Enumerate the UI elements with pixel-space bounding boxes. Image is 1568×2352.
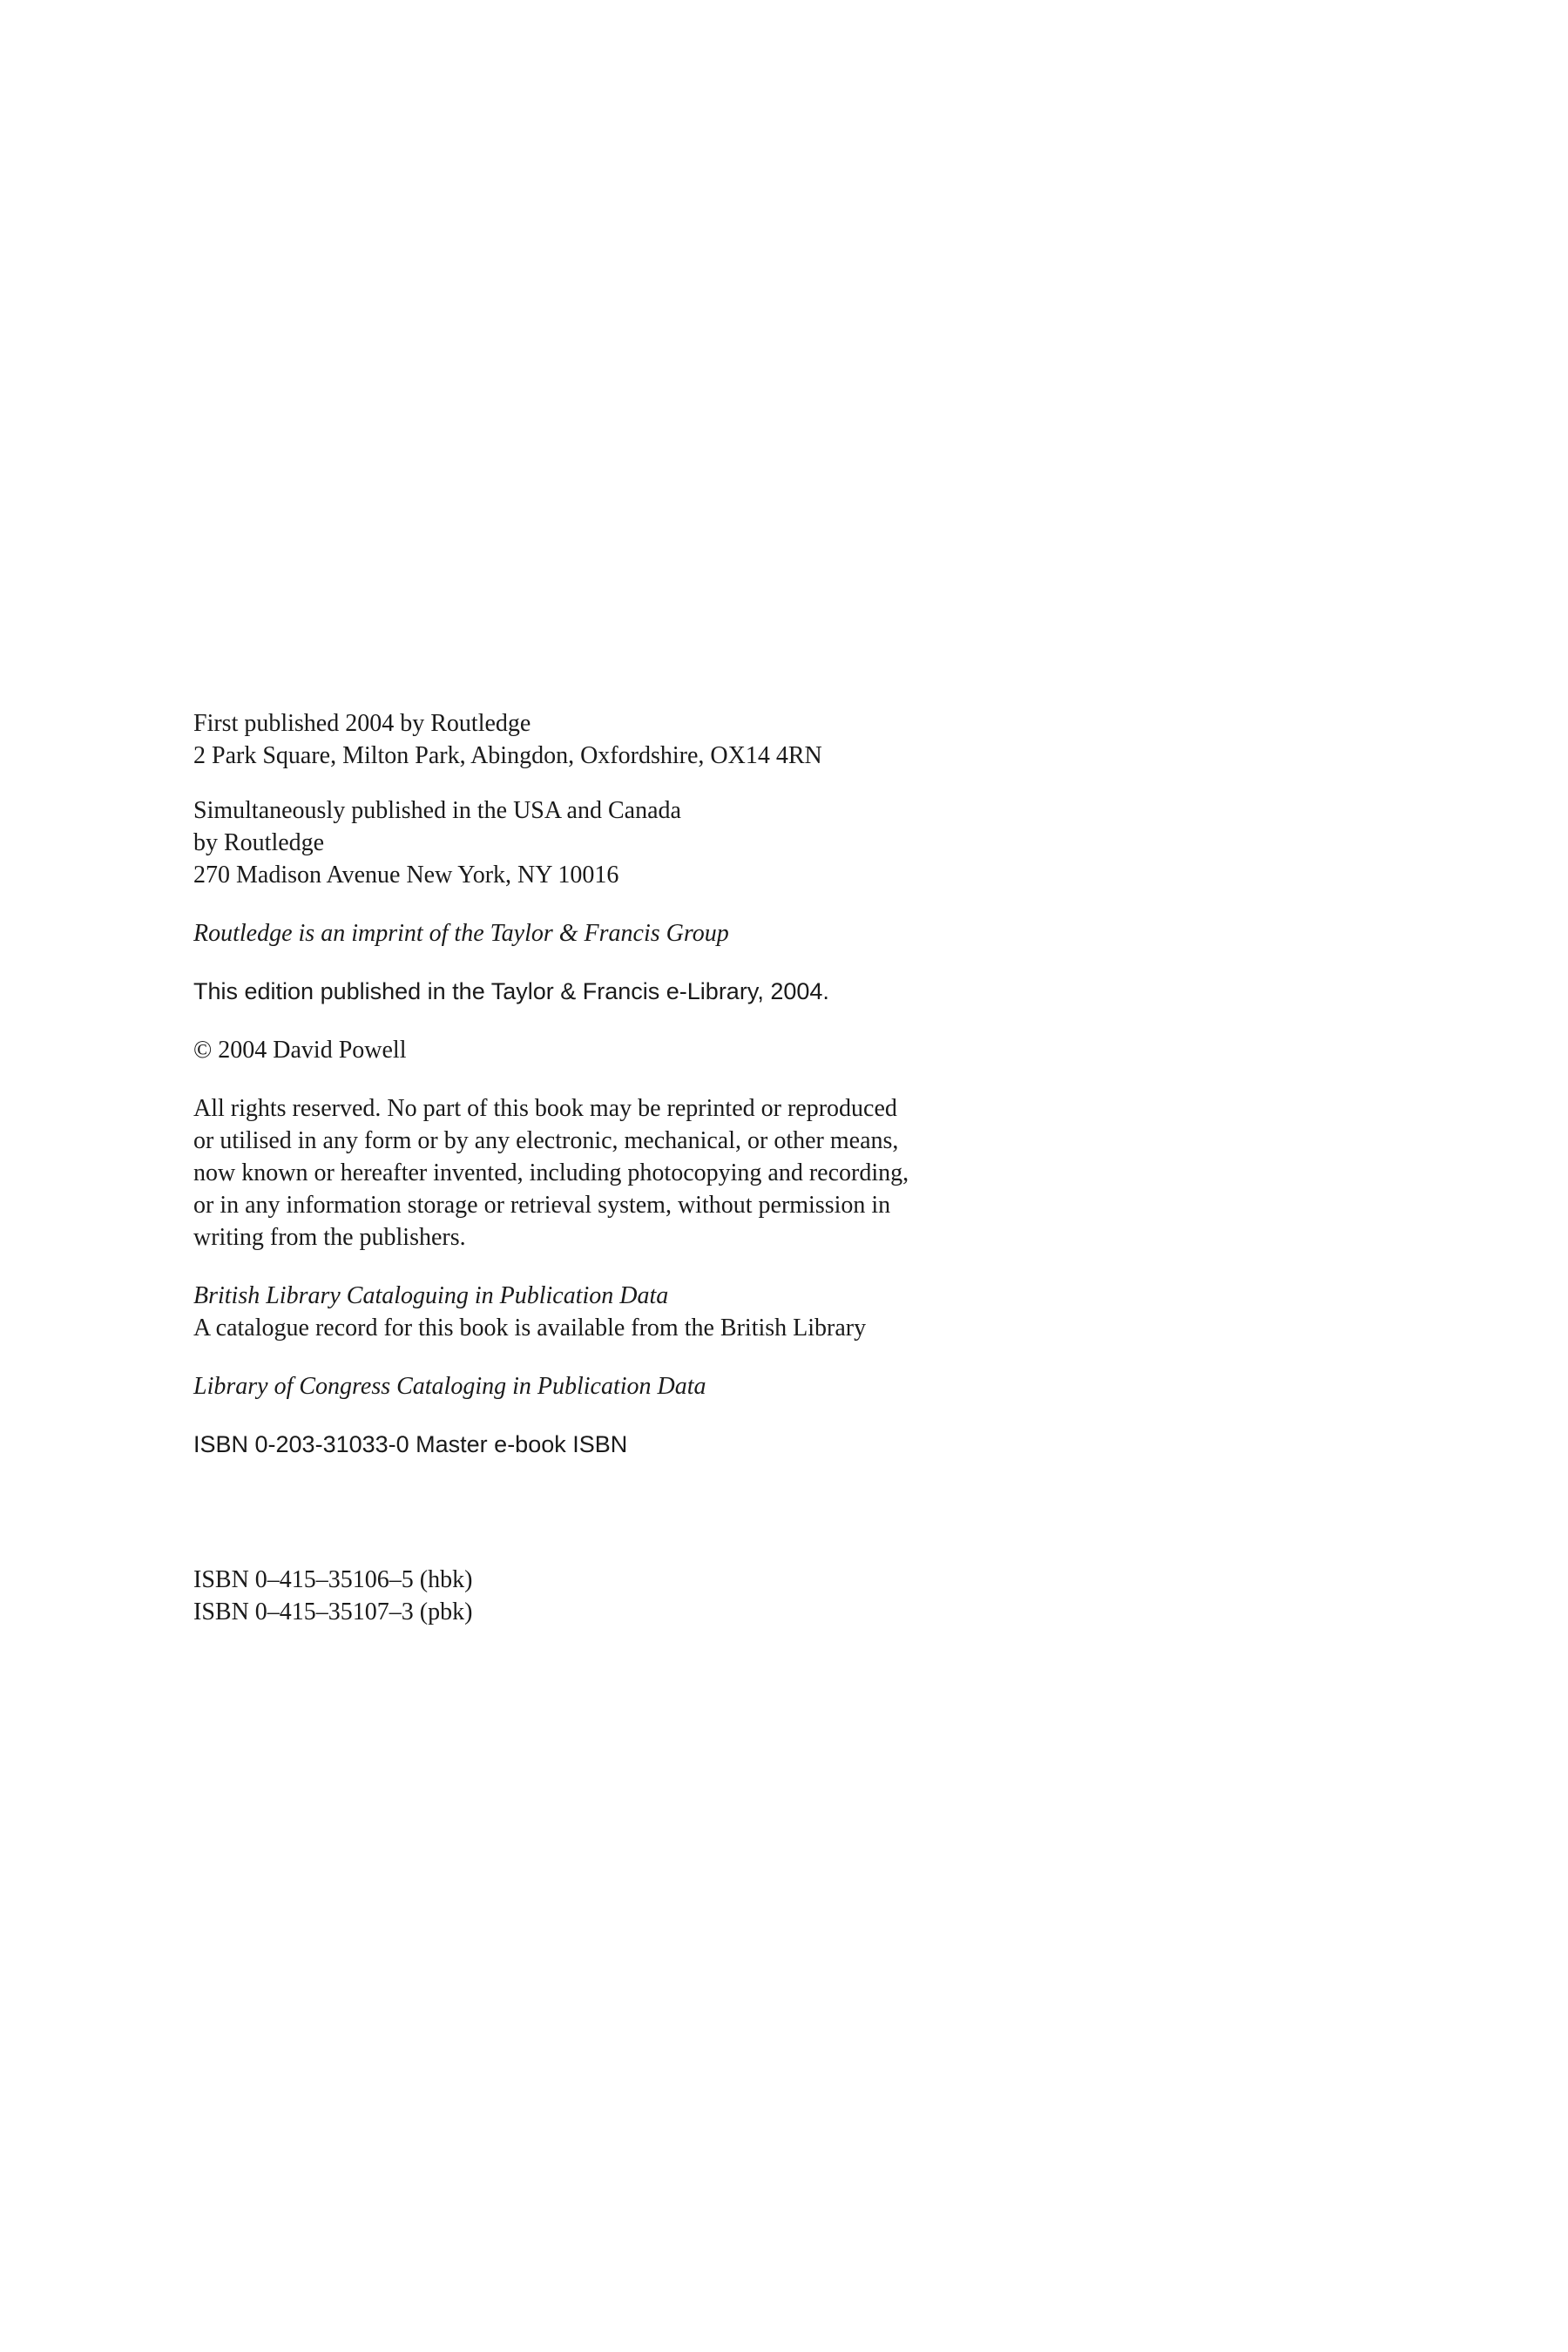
print-isbn-block <box>193 1564 1152 1628</box>
copyright-page <box>193 707 1152 1628</box>
master-isbn: ISBN 0-203-31033-0 Master e-book ISBN <box>193 1431 628 1457</box>
simultaneous-line-2: by Routledge <box>193 829 325 856</box>
imprint-note: Routledge is an imprint of the Taylor & Francis Group <box>193 920 729 947</box>
british-library-heading: British Library Cataloguing in Publication Data <box>193 1282 669 1309</box>
british-library-block <box>193 1280 1152 1344</box>
first-published-line: First published 2004 by Routledge <box>193 710 531 737</box>
rights-line: All rights reserved. No part of this book may be reprinted or reproduced <box>193 1095 897 1122</box>
us-address-line: 270 Madison Avenue New York, NY 10016 <box>193 862 619 889</box>
rights-line: or in any information storage or retrieval system, without permission in <box>193 1192 891 1219</box>
rights-line: now known or hereafter invented, including photocopying and recording, <box>193 1159 909 1186</box>
rights-line: writing from the publishers. <box>193 1224 466 1251</box>
isbn-hardback: ISBN 0–415–35106–5 (hbk) <box>193 1566 473 1593</box>
copyright-line: © 2004 David Powell <box>193 1037 407 1064</box>
isbn-paperback: ISBN 0–415–35107–3 (pbk) <box>193 1598 473 1625</box>
rights-statement <box>193 1092 1152 1254</box>
library-of-congress-heading: Library of Congress Cataloging in Publication Data <box>193 1373 706 1400</box>
simultaneous-line-1: Simultaneously published in the USA and Canada <box>193 797 681 824</box>
british-library-text: A catalogue record for this book is available from the British Library <box>193 1315 867 1342</box>
simultaneous-publication-block <box>193 794 1152 891</box>
rights-line: or utilised in any form or by any electronic, mechanical, or other means, <box>193 1127 899 1154</box>
uk-address-line: 2 Park Square, Milton Park, Abingdon, Oxfordshire, OX14 4RN <box>193 742 822 769</box>
publication-block <box>193 707 1152 772</box>
edition-note: This edition published in the Taylor & Francis e-Library, 2004. <box>193 978 829 1004</box>
